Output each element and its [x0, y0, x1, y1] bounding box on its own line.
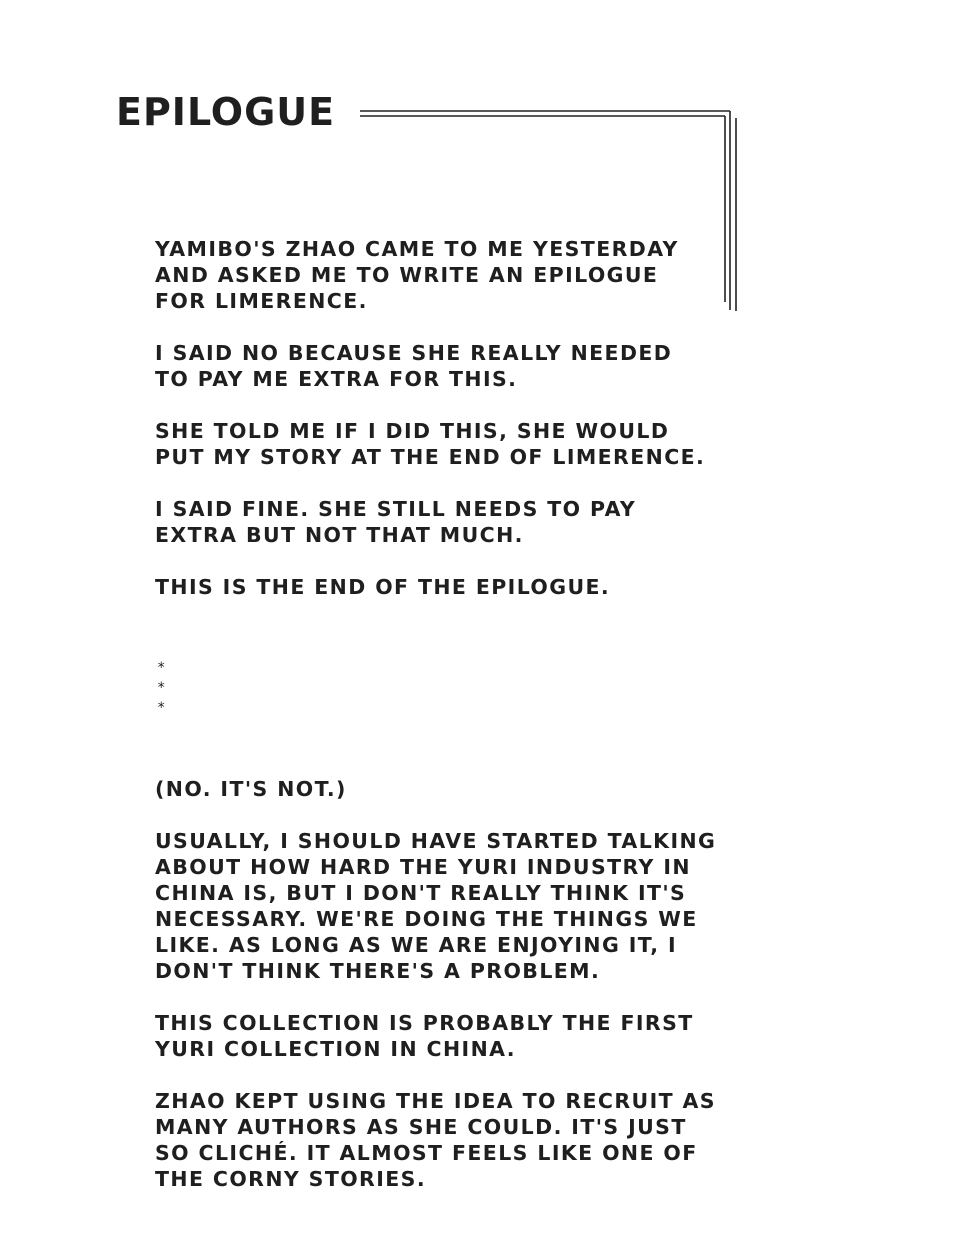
separator-asterisk: * [157, 700, 167, 716]
paragraph: I SAID NO BECAUSE SHE REALLY NEEDED TO PAY ME EXTRA FOR THIS. [155, 341, 673, 391]
paragraph: I SAID FINE. SHE STILL NEEDS TO PAY EXTRA BUT NOT THAT MUCH. [155, 497, 637, 547]
page-title: EPILOGUE [116, 90, 336, 134]
paragraph: ZHAO KEPT USING THE IDEA TO RECRUIT AS MANY AUTHORS AS SHE COULD. IT'S JUST SO CLICHÉ. IT ALMOST FEELS LIKE ONE OF THE CORNY STORIES. [155, 1089, 716, 1191]
paragraph: SHE TOLD ME IF I DID THIS, SHE WOULD PUT MY STORY AT THE END OF LIMERENCE. [155, 419, 706, 469]
separator-asterisk: * [157, 680, 167, 696]
epilogue-body [155, 236, 795, 1218]
separator-asterisk: * [157, 660, 167, 676]
paragraph: THIS COLLECTION IS PROBABLY THE FIRST YURI COLLECTION IN CHINA. [155, 1011, 694, 1061]
paragraph: YAMIBO'S ZHAO CAME TO ME YESTERDAY AND ASKED ME TO WRITE AN EPILOGUE FOR LIMERENCE. [155, 237, 679, 313]
paragraph: THIS IS THE END OF THE EPILOGUE. [155, 575, 611, 599]
paragraph: USUALLY, I SHOULD HAVE STARTED TALKING ABOUT HOW HARD THE YURI INDUSTRY IN CHINA IS, BUT I DON'T REALLY THINK IT'S NECESSARY. WE'RE DOING THE THINGS WE LIKE. AS LONG AS WE ARE ENJOYING IT, I DON'T THINK THERE'S A PROBLEM. [155, 829, 717, 983]
paragraph: (NO. IT'S NOT.) [155, 777, 347, 801]
section-separator [155, 658, 795, 718]
